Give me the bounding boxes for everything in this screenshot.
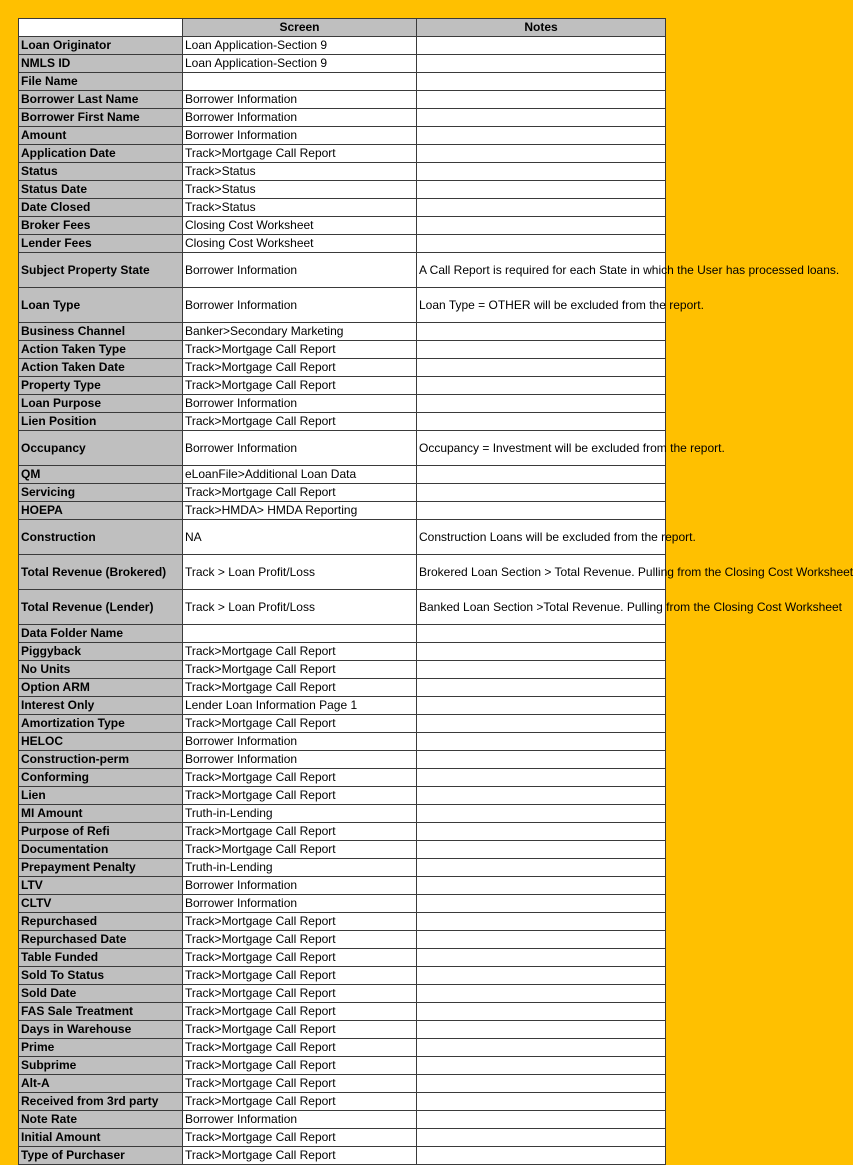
header-notes: Notes [417,19,666,37]
table-row [19,217,666,235]
notes-cell [417,1003,666,1021]
screen-cell: Track>Mortgage Call Report [183,341,417,359]
field-cell: Broker Fees [19,217,183,235]
table-row [19,625,666,643]
table-body [19,37,853,1165]
field-cell: Action Taken Date [19,359,183,377]
field-cell: Data Folder Name [19,625,183,643]
table-row [19,1129,666,1147]
table-row [19,91,666,109]
field-cell: Construction-perm [19,751,183,769]
notes-cell [417,395,666,413]
field-cell: Application Date [19,145,183,163]
table-row [19,769,666,787]
screen-cell: Borrower Information [183,109,417,127]
table-row [19,127,666,145]
field-cell: Subject Property State [19,253,183,288]
field-cell: File Name [19,73,183,91]
field-cell: Borrower Last Name [19,91,183,109]
notes-cell [417,625,666,643]
notes-cell [417,1075,666,1093]
screen-cell: Track>Status [183,181,417,199]
table-row [19,985,666,1003]
table-row [19,697,666,715]
table-row [19,466,666,484]
notes-cell [417,323,666,341]
field-cell: Loan Originator [19,37,183,55]
table-row [19,1021,666,1039]
notes-cell [417,1039,666,1057]
field-cell: Loan Purpose [19,395,183,413]
field-cell: Subprime [19,1057,183,1075]
notes-cell [417,751,666,769]
notes-cell: Banked Loan Section >Total Revenue. Pulling from the Closing Cost Worksheet [417,590,666,625]
screen-cell: Track>Mortgage Call Report [183,643,417,661]
notes-cell [417,949,666,967]
screen-cell: Track>Mortgage Call Report [183,377,417,395]
notes-cell [417,859,666,877]
screen-cell: Borrower Information [183,877,417,895]
notes-cell [417,127,666,145]
screen-cell: Track>Mortgage Call Report [183,967,417,985]
table-row [19,359,666,377]
screen-cell: Track>Mortgage Call Report [183,1039,417,1057]
notes-cell [417,1093,666,1111]
header-row [19,19,666,37]
table-row [19,751,666,769]
table-row [19,181,666,199]
screen-cell: Track>Mortgage Call Report [183,769,417,787]
notes-cell [417,643,666,661]
notes-cell [417,181,666,199]
notes-cell [417,145,666,163]
field-cell: Table Funded [19,949,183,967]
table-row [19,931,666,949]
table-row [19,590,666,625]
field-cell: Lien Position [19,413,183,431]
field-cell: HOEPA [19,502,183,520]
notes-cell [417,163,666,181]
field-cell: Alt-A [19,1075,183,1093]
notes-cell [417,715,666,733]
screen-cell: Track>Mortgage Call Report [183,484,417,502]
notes-cell [417,1147,666,1165]
field-cell: Status Date [19,181,183,199]
notes-cell [417,484,666,502]
notes-cell [417,679,666,697]
screen-cell: Track>Mortgage Call Report [183,1021,417,1039]
screen-cell: Banker>Secondary Marketing [183,323,417,341]
table-row [19,341,666,359]
notes-cell [417,985,666,1003]
field-cell: Prime [19,1039,183,1057]
table-row [19,1057,666,1075]
field-cell: MI Amount [19,805,183,823]
screen-cell: Borrower Information [183,253,417,288]
screen-cell: Track>Mortgage Call Report [183,145,417,163]
table-row [19,1093,666,1111]
table-row [19,1039,666,1057]
screen-cell: Track>Mortgage Call Report [183,359,417,377]
table-row [19,395,666,413]
field-cell: Date Closed [19,199,183,217]
screen-cell: Borrower Information [183,91,417,109]
field-cell: Option ARM [19,679,183,697]
notes-cell [417,502,666,520]
table-row [19,679,666,697]
field-cell: HELOC [19,733,183,751]
notes-cell [417,359,666,377]
notes-cell [417,697,666,715]
field-cell: Lien [19,787,183,805]
field-cell: Piggyback [19,643,183,661]
table-row [19,288,666,323]
screen-cell [183,73,417,91]
screen-cell: Track>Mortgage Call Report [183,1147,417,1165]
screen-cell: Track > Loan Profit/Loss [183,555,417,590]
table-row [19,913,666,931]
table-row [19,967,666,985]
notes-cell [417,1111,666,1129]
field-cell: Action Taken Type [19,341,183,359]
notes-cell [417,73,666,91]
table-row [19,502,666,520]
table-row [19,643,666,661]
screen-cell: eLoanFile>Additional Loan Data [183,466,417,484]
table-row [19,199,666,217]
notes-cell [417,877,666,895]
field-cell: Lender Fees [19,235,183,253]
screen-cell: Borrower Information [183,395,417,413]
field-cell: Sold Date [19,985,183,1003]
notes-cell [417,913,666,931]
screen-cell: Track>Mortgage Call Report [183,787,417,805]
field-cell: Sold To Status [19,967,183,985]
screen-cell: Track>Status [183,163,417,181]
screen-cell: Track>Status [183,199,417,217]
field-cell: Servicing [19,484,183,502]
notes-cell [417,1057,666,1075]
field-cell: Repurchased [19,913,183,931]
notes-cell [417,895,666,913]
screen-cell: Borrower Information [183,431,417,466]
screen-cell: Track>Mortgage Call Report [183,841,417,859]
screen-cell: Loan Application-Section 9 [183,55,417,73]
field-cell: Total Revenue (Lender) [19,590,183,625]
screen-cell: Track>Mortgage Call Report [183,679,417,697]
screen-cell: Track>Mortgage Call Report [183,985,417,1003]
table-row [19,235,666,253]
table-row [19,805,666,823]
notes-cell [417,413,666,431]
screen-cell: Truth-in-Lending [183,805,417,823]
table-row [19,163,666,181]
notes-cell [417,341,666,359]
field-cell: LTV [19,877,183,895]
screen-cell: Borrower Information [183,733,417,751]
field-cell: FAS Sale Treatment [19,1003,183,1021]
field-mapping-table [18,18,853,1165]
field-cell: No Units [19,661,183,679]
table-row [19,1111,666,1129]
notes-cell: Construction Loans will be excluded from the report. [417,520,666,555]
field-cell: Amortization Type [19,715,183,733]
screen-cell: Borrower Information [183,895,417,913]
table-row [19,733,666,751]
table-row [19,253,666,288]
notes-cell [417,931,666,949]
table-row [19,323,666,341]
table-row [19,661,666,679]
screen-cell: Truth-in-Lending [183,859,417,877]
notes-cell [417,733,666,751]
field-cell: CLTV [19,895,183,913]
screen-cell: Track>Mortgage Call Report [183,931,417,949]
screen-cell [183,625,417,643]
notes-cell [417,1129,666,1147]
notes-cell [417,217,666,235]
screen-cell: Loan Application-Section 9 [183,37,417,55]
field-cell: Repurchased Date [19,931,183,949]
table-row [19,859,666,877]
field-cell: Prepayment Penalty [19,859,183,877]
notes-cell [417,466,666,484]
screen-cell: Borrower Information [183,127,417,145]
field-cell: Borrower First Name [19,109,183,127]
notes-cell [417,235,666,253]
field-cell: Conforming [19,769,183,787]
table-row [19,37,666,55]
notes-cell: Occupancy = Investment will be excluded from the report. [417,431,666,466]
notes-cell: Loan Type = OTHER will be excluded from the report. [417,288,666,323]
screen-cell: Track>Mortgage Call Report [183,1093,417,1111]
screen-cell: Track>Mortgage Call Report [183,1057,417,1075]
table-row [19,484,666,502]
table-row [19,555,666,590]
table-row [19,431,666,466]
notes-cell [417,199,666,217]
notes-cell [417,661,666,679]
screen-cell: Lender Loan Information Page 1 [183,697,417,715]
field-cell: Type of Purchaser [19,1147,183,1165]
field-cell: QM [19,466,183,484]
screen-cell: Track>Mortgage Call Report [183,823,417,841]
notes-cell [417,55,666,73]
header-field [19,19,183,37]
notes-cell [417,109,666,127]
notes-cell [417,967,666,985]
screen-cell: NA [183,520,417,555]
table-row [19,787,666,805]
table-row [19,1003,666,1021]
screen-cell: Borrower Information [183,751,417,769]
field-cell: Received from 3rd party [19,1093,183,1111]
screen-cell: Closing Cost Worksheet [183,235,417,253]
table-row [19,1075,666,1093]
field-cell: Documentation [19,841,183,859]
field-cell: Occupancy [19,431,183,466]
table-row [19,1147,666,1165]
notes-cell [417,91,666,109]
screen-cell: Track>Mortgage Call Report [183,1003,417,1021]
table-row [19,895,666,913]
screen-cell: Track>Mortgage Call Report [183,1075,417,1093]
screen-cell: Borrower Information [183,288,417,323]
field-cell: Days in Warehouse [19,1021,183,1039]
table-row [19,109,666,127]
table-row [19,877,666,895]
notes-cell: Brokered Loan Section > Total Revenue. Pulling from the Closing Cost Worksheet [417,555,666,590]
table-row [19,413,666,431]
screen-cell: Track>Mortgage Call Report [183,913,417,931]
screen-cell: Track > Loan Profit/Loss [183,590,417,625]
field-cell: Initial Amount [19,1129,183,1147]
notes-cell [417,805,666,823]
field-cell: Construction [19,520,183,555]
table-row [19,55,666,73]
table-row [19,520,666,555]
notes-cell: A Call Report is required for each State in which the User has processed loans. [417,253,666,288]
screen-cell: Track>Mortgage Call Report [183,715,417,733]
screen-cell: Track>Mortgage Call Report [183,661,417,679]
field-cell: Status [19,163,183,181]
table-row [19,715,666,733]
field-cell: Business Channel [19,323,183,341]
screen-cell: Track>Mortgage Call Report [183,949,417,967]
notes-cell [417,769,666,787]
field-cell: Purpose of Refi [19,823,183,841]
field-cell: Interest Only [19,697,183,715]
table-row [19,145,666,163]
field-cell: Property Type [19,377,183,395]
notes-cell [417,841,666,859]
header-screen: Screen [183,19,417,37]
table-row [19,73,666,91]
screen-cell: Track>Mortgage Call Report [183,413,417,431]
notes-cell [417,787,666,805]
field-cell: Total Revenue (Brokered) [19,555,183,590]
notes-cell [417,1021,666,1039]
table-row [19,949,666,967]
field-cell: NMLS ID [19,55,183,73]
table-row [19,823,666,841]
notes-cell [417,37,666,55]
screen-cell: Borrower Information [183,1111,417,1129]
screen-cell: Track>Mortgage Call Report [183,1129,417,1147]
field-cell: Loan Type [19,288,183,323]
field-cell: Amount [19,127,183,145]
screen-cell: Closing Cost Worksheet [183,217,417,235]
notes-cell [417,823,666,841]
table-row [19,841,666,859]
table-row [19,377,666,395]
screen-cell: Track>HMDA> HMDA Reporting [183,502,417,520]
field-cell: Note Rate [19,1111,183,1129]
notes-cell [417,377,666,395]
